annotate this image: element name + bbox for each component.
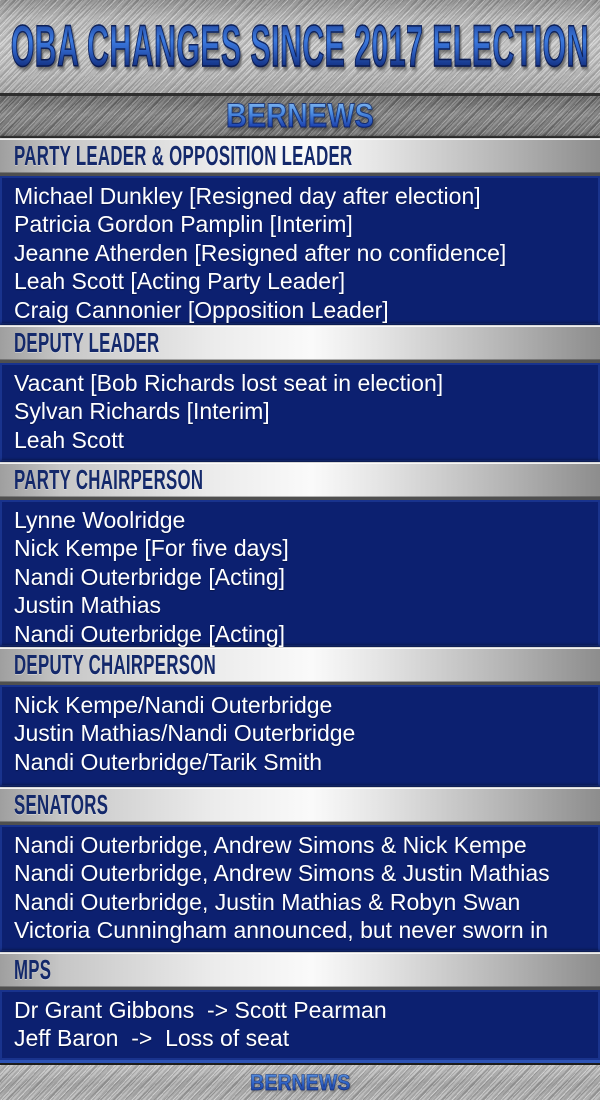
section-header-band <box>0 138 600 176</box>
section-title: MPS <box>14 954 52 985</box>
entry-line: Nick Kempe [For five days] <box>14 535 289 562</box>
entry-line: Dr Grant Gibbons -> Scott Pearman <box>14 997 387 1023</box>
section-title: DEPUTY CHAIRPERSON <box>14 649 217 680</box>
section-title: DEPUTY LEADER <box>14 327 160 358</box>
entry-line: Nandi Outerbridge, Andrew Simons & Nick Kempe <box>14 832 527 858</box>
section-content <box>0 363 600 462</box>
section-title: PARTY CHAIRPERSON <box>14 464 204 495</box>
section-title: PARTY LEADER & OPPOSITION LEADER <box>14 140 353 171</box>
section-content <box>0 176 600 325</box>
section-party-leader <box>0 138 600 325</box>
section-content <box>0 685 600 787</box>
section-header-band <box>0 462 600 500</box>
section-content <box>0 825 600 952</box>
entry-line: Justin Mathias <box>14 592 162 619</box>
entry-line: Vacant [Bob Richards lost seat in election] <box>14 370 444 396</box>
entry-line: Nandi Outerbridge, Andrew Simons & Justin Mathias <box>14 860 550 887</box>
section-party-chairperson <box>0 462 600 647</box>
bernews-footer-text: BERNEWS <box>249 1069 351 1095</box>
entry-line: Craig Cannonier [Opposition Leader] <box>14 296 389 323</box>
masthead <box>0 0 600 96</box>
entry-line: Jeanne Atherden [Resigned after no confidence] <box>14 239 507 266</box>
entry-line: Jeff Baron -> Loss of seat <box>14 1025 290 1052</box>
entry-line: Sylvan Richards [Interim] <box>14 398 270 425</box>
brand-band <box>0 96 600 138</box>
entry-line: Nandi Outerbridge/Tarik Smith <box>14 748 323 775</box>
section-header-band <box>0 325 600 363</box>
entry-line: Nandi Outerbridge [Acting] <box>14 620 286 647</box>
section-header-band <box>0 952 600 990</box>
entry-line: Nandi Outerbridge, Justin Mathias & Robyn Swan <box>14 888 521 915</box>
footer-band <box>0 1063 600 1100</box>
entry-line: Leah Scott [Acting Party Leader] <box>14 268 346 295</box>
entry-line: Nick Kempe/Nandi Outerbridge <box>14 692 333 718</box>
section-content <box>0 990 600 1063</box>
bernews-logo-text: BERNEWS <box>226 97 374 135</box>
page-title: OBA CHANGES SINCE 2017 ELECTION <box>10 13 590 79</box>
entry-line: Victoria Cunningham announced, but never sworn in <box>14 917 549 944</box>
entry-line: Michael Dunkley [Resigned day after election] <box>14 183 481 209</box>
entry-line: Justin Mathias/Nandi Outerbridge <box>14 720 356 747</box>
sections-list <box>0 138 600 1063</box>
entry-line: Patricia Gordon Pamplin [Interim] <box>14 211 353 238</box>
section-deputy-chairperson <box>0 647 600 787</box>
section-header-band <box>0 787 600 825</box>
section-deputy-leader <box>0 325 600 462</box>
entry-line: Lynne Woolridge <box>14 507 186 533</box>
entry-line: Nandi Outerbridge [Acting] <box>14 563 286 590</box>
section-content <box>0 500 600 647</box>
section-title: SENATORS <box>14 789 109 820</box>
entry-line: Leah Scott <box>14 426 124 453</box>
section-header-band <box>0 647 600 685</box>
section-senators <box>0 787 600 952</box>
section-mps <box>0 952 600 1063</box>
